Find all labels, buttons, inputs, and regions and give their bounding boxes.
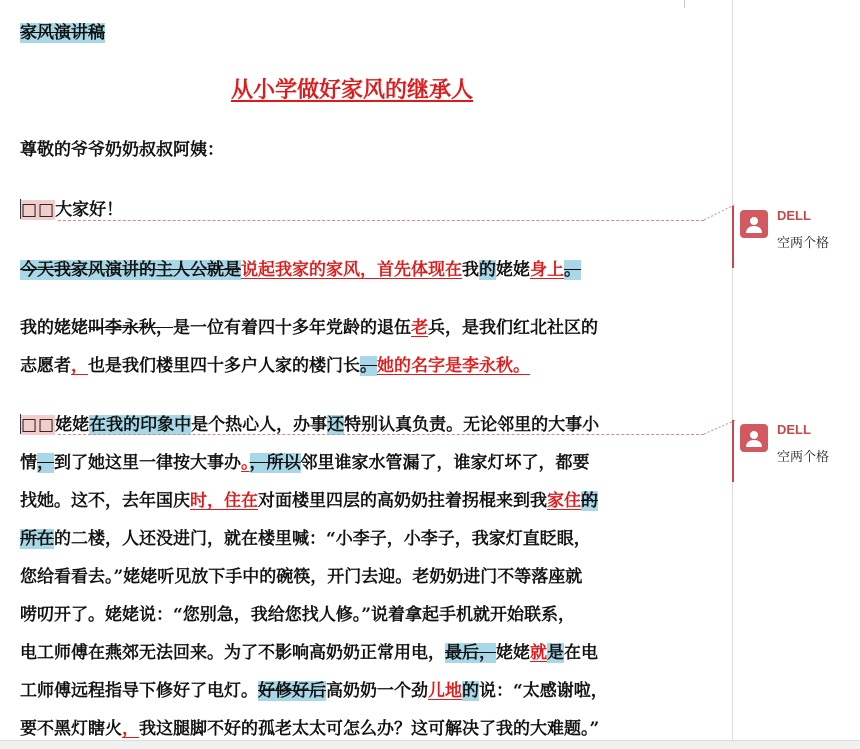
text-run: 我这腿脚不好的孤老太太可怎么办？这可解决了我的大难题。” [139,719,600,739]
inserted-text: 家住 [547,491,581,511]
deleted-text: 的 [581,491,598,511]
text-run: 找她。这不，去年国庆 [20,491,190,511]
comment-author: DELL [777,422,811,437]
paragraph-story-line[interactable] [20,490,680,512]
header-label[interactable]: 家风演讲稿 [20,23,105,43]
document-title[interactable]: 从小学做好家风的继承人 [230,77,473,103]
user-avatar-icon [740,424,768,452]
text-run: 是个热心人，办事 [191,415,328,435]
inserted-text: ， [122,719,139,739]
text-run: 电工师傅在燕郊无法回来。为了不影响高奶奶正常用电， [20,643,445,663]
text-run: 兵，是我们红北社区的 [428,318,598,338]
text-run: 在我的印象中 [89,415,192,435]
comment-margin-pane [732,0,860,748]
deleted-text: 叫李永秋， [88,318,173,338]
text-run: 姥姥 [496,260,530,280]
paragraph-grandma-line-2[interactable] [20,355,680,377]
text-run: 还 [327,415,345,435]
inserted-text: 儿地 [428,681,462,701]
paragraph-story-line[interactable] [20,528,680,550]
text-run: 唠叨开了。姥姥说：“您别急，我给您找人修。”说着拿起手机就开始联系， [20,605,576,625]
text-run: 情 [20,453,37,473]
text-run: 说：“太感谢啦， [479,681,608,701]
deleted-text: ，所以 [249,453,301,473]
inserted-text: 身上 [530,260,564,280]
text-run: 工师傅远程指导下修好了电灯。 [20,681,258,701]
inserted-text: 老 [411,318,428,338]
text-run: 的二楼，人还没进门，就在楼里喊：“小李子，小李子，我家灯直眨眼， [54,529,591,549]
comment-author: DELL [777,208,811,223]
text-run: 姥姥 [496,643,530,663]
paragraph-story-line[interactable] [20,414,680,436]
deleted-text: 。 [360,356,377,376]
inserted-text: 说起我家的家风，首先体现在 [241,260,462,280]
paragraph-story-line[interactable] [20,604,680,626]
paragraph-story-line[interactable] [20,452,680,474]
text-run: 对面楼里四层的高奶奶拄着拐棍来到我 [258,491,547,511]
text-run: □□ [21,415,56,435]
text-run: 要不黑灯瞎火 [20,719,122,739]
paragraph-greeting[interactable]: □□大家好！ [21,200,124,220]
inserted-text: ， [71,356,88,376]
text-run: 年党龄的退伍 [309,318,411,338]
text-run: 姥姥 [55,415,90,435]
text-run: 特别认真负责。无论邻里的大事小 [344,415,600,435]
comment-connector [700,200,740,240]
text-run: 的 [462,681,479,701]
paragraph-story-line[interactable] [20,680,680,702]
deleted-text: 好修好后 [258,681,326,701]
text-run: 您给看看去。”姥姥听见放下手中的碗筷，开门去迎。老奶奶进门不等落座就 [20,567,583,587]
comment-anchor-line [58,434,704,435]
crop-mark [684,0,686,8]
text-run: 我的姥姥 [20,318,88,338]
paragraph-story-line[interactable] [20,718,680,740]
deleted-text: 。 [564,260,581,280]
inserted-text: 就 [530,643,547,663]
comment-text: 空两个格 [777,235,830,250]
text-run: 在电 [564,643,598,663]
paragraph-intro[interactable] [20,259,680,281]
comment-anchor-line [58,220,704,221]
inserted-text: 时，住在 [190,491,258,511]
paragraph-grandma-line-1[interactable] [20,317,680,339]
salutation[interactable]: 尊敬的爷爷奶奶叔叔阿姨： [20,140,224,160]
deleted-text: ， [37,453,54,473]
comment-card[interactable] [740,420,850,474]
comment-connector [700,414,740,454]
indent-placeholder: □□ [21,200,56,220]
inserted-text: 她的名字是李永秋。 [377,356,530,376]
inserted-text: 。 [241,453,250,473]
text-run: 邻里谁家水管漏了，谁家灯坏了，都要 [300,453,590,473]
paragraph-story-line[interactable] [20,642,680,664]
text-run: 到了她这里一律按大事办 [54,453,241,473]
deleted-text: 最后， [445,643,496,663]
text-run: 是一位有着四十多 [173,318,309,338]
text-run: 志愿者 [20,356,71,376]
text-run: 高奶奶一个劲 [326,681,428,701]
text-run: 的 [479,260,496,280]
text-run: 我 [462,260,479,280]
comment-text: 空两个格 [777,449,830,464]
text-run: 是 [547,643,564,663]
deleted-text: 今天我家风演讲的主人公就是 [20,260,241,280]
paragraph-story-line[interactable] [20,566,680,588]
user-avatar-icon [740,210,768,238]
deleted-text: 所在 [20,529,54,549]
text-run: 也是我们楼里四十多户人家的楼门长 [88,356,360,376]
comment-card[interactable] [740,206,850,260]
